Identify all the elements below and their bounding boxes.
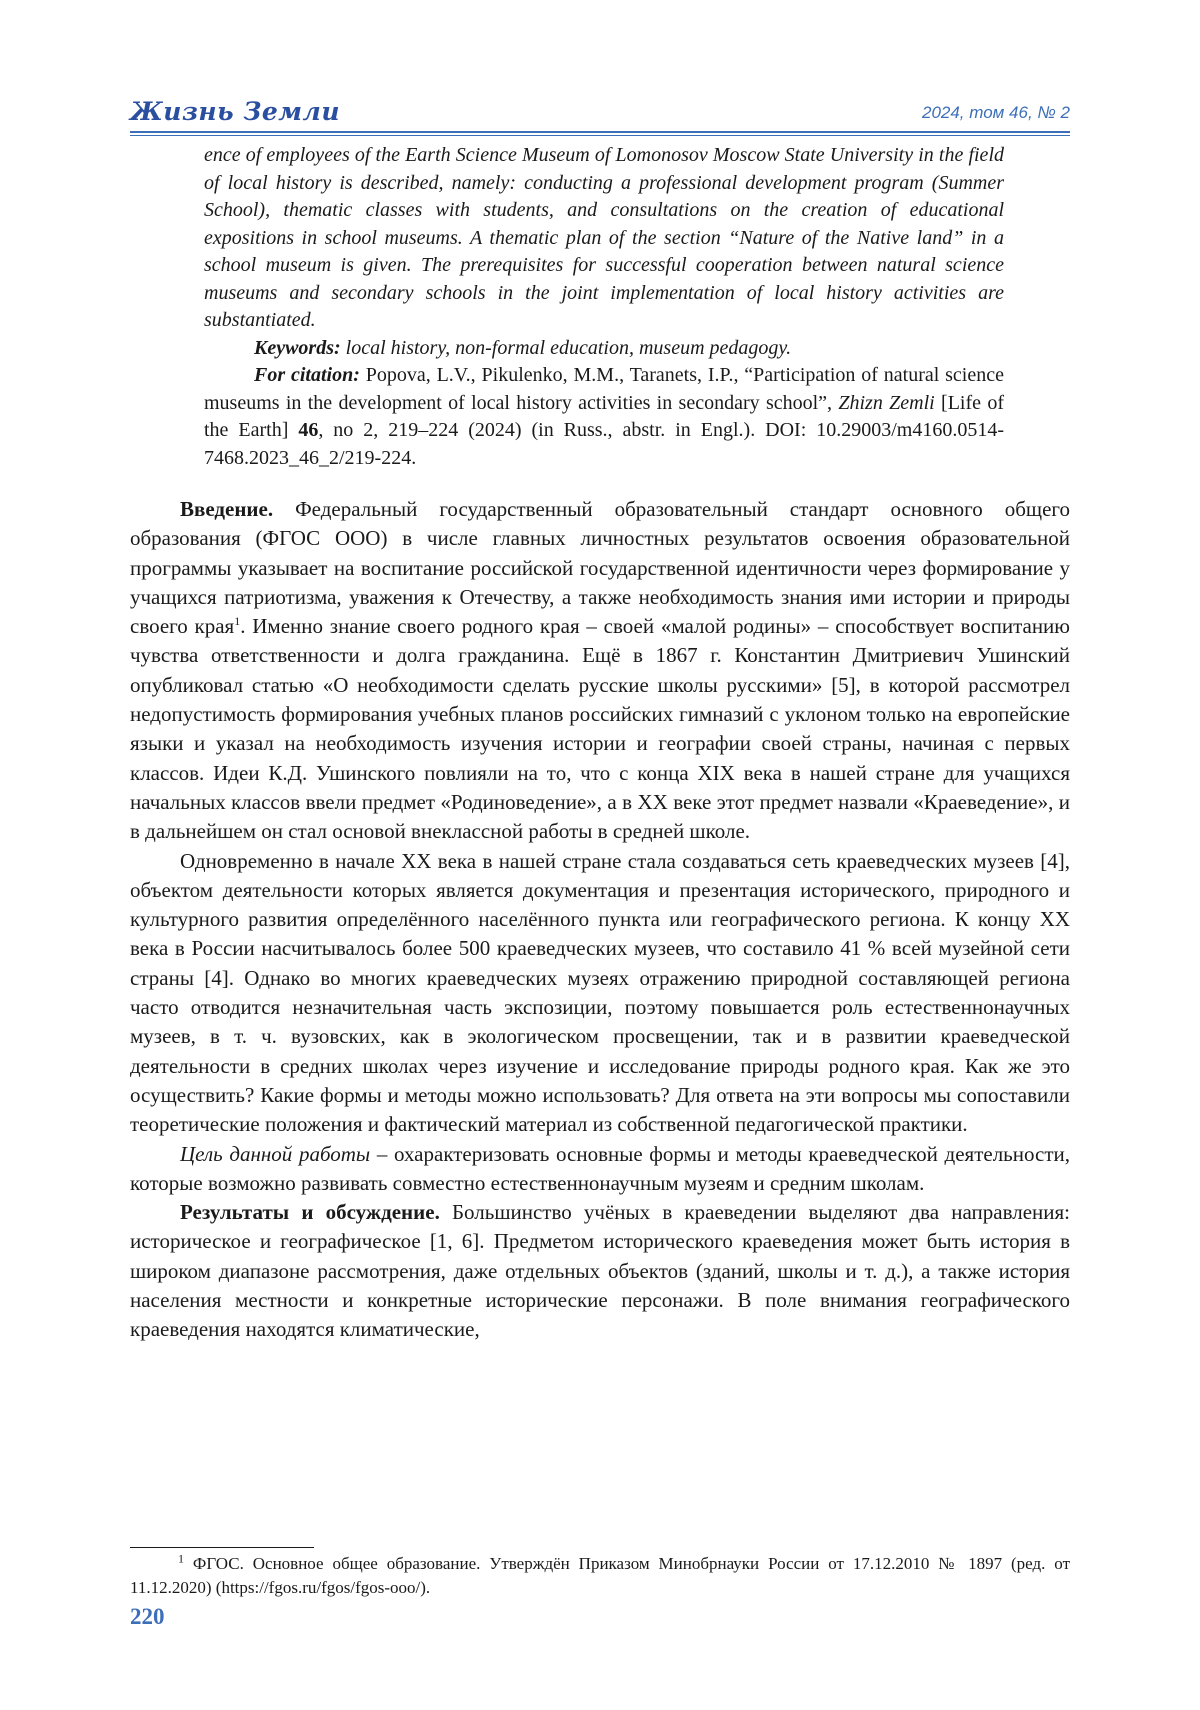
citation: [204, 362, 1004, 472]
results-heading: Результаты и обсуждение.: [180, 1200, 440, 1225]
results-text: Большинство учёных в краеведении выделяют два направления: историческое и географическое [1, 6]. Предметом исторического краеведения может быть история в широком диапазоне рассмотрения, даже отдельных объектов (зданий, школы и т. д.), а также история населения местности и конкретные исторические персонажи. В поле внимания географического краеведения находятся климатические,: [130, 1200, 1070, 1342]
citation-journal-translation: [Life of the Earth]: [204, 391, 1004, 441]
intro-text-continued: . Именно знание своего родного края – своей «малой родины» – способствует воспитанию чувства ответственности и долга гражданина. Ещё в 1867 г. Константин Дмитриевич Ушинский опубликовал статью «О необходимости сделать русские школы русскими» [5], в которой рассмотрел недопустимость формирования учебных планов российских гимназий с уклоном только на европейские языки и указал на необходимость изучения истории и географии своей страны, начиная с первых классов. Идеи К.Д. Ушинского повлияли на то, что с конца XIX века в нашей стране для учащихся начальных классов ввели предмет «Родиноведение», а в XX веке этот предмет назвали «Краеведение», и в дальнейшем он стал основой внеклассной работы в средней школе.: [130, 614, 1070, 844]
paragraph-museums: Одновременно в начале XX века в нашей стране стала создаваться сеть краеведческих музеев [4], объектом деятельности которых является документация и презентация исторического, природного и культурного развития определённого населённого пункта или географического региона. К концу XX века в России насчитывалось более 500 краеведческих музеев, что составило 41 % всей музейной сети страны [4]. Однако во многих краеведческих музеях отражению природной составляющей региона часто отводится незначительная часть экспозиции, поэтому повышается роль естественнонаучных музеев, в т. ч. вузовских, как в экологическом просвещении, так и в развитии краеведческой деятельности в средних школах через изучение и исследование природы родного края. Как же это осуществить? Какие формы и методы можно использовать? Для ответа на эти вопросы мы сопоставили теоретические положения и фактический материал из собственной педагогической практики.: [130, 848, 1070, 1137]
intro-text: Федеральный государственный образовательный стандарт основного общего образования (ФГОС ООО) в числе главных личностных результатов освоения образовательной программы указывает на воспитание российской государственной идентичности через формирование у учащихся патриотизма, уважения к Отечеству, а также необходимость знания ими истории и природы своего края: [130, 497, 1071, 639]
header-rule: [130, 131, 1070, 133]
citation-details: , no 2, 219–224 (2024) (in Russ., abstr. in Engl.). DOI: 10.29003/m4160.0514-7468.2023_46_2/219-224.: [204, 419, 1005, 469]
footnote-text: ФГОС. Основное общее образование. Утверждён Приказом Минобрнауки России от 17.12.2010 № 1897 (ред. от 11.12.2020) (https://fgos.ru/fgos/fgos-ooo/).: [130, 1554, 1071, 1597]
goal-label: Цель данной работы: [180, 1141, 371, 1166]
footnote: [130, 1552, 1070, 1600]
page-number: 220: [130, 1604, 165, 1629]
citation-volume: 46: [298, 419, 319, 441]
goal-text: – охарактеризовать основные формы и методы краеведческой деятельности, которые возможно развивать совместно естественнонаучным музеям и средним школам.: [130, 1141, 1071, 1195]
footnote-rule: [130, 1547, 314, 1548]
footnote-ref: 1: [234, 614, 241, 629]
intro-heading: Введение.: [180, 497, 274, 521]
keywords-text: local history, non-formal education, museum pedagogy.: [345, 336, 792, 359]
header-rule-thin: [130, 135, 1070, 136]
main-text: [130, 495, 1070, 1345]
intro-paragraph: [130, 495, 1070, 847]
journal-title: Жизнь Земли: [130, 97, 341, 126]
keywords: [204, 335, 1004, 363]
citation-authors: Popova, L.V., Pikulenko, M.M., Taranets, I.P., “Participation of natural science museums in the development of local history activities in secondary school”,: [204, 364, 1004, 414]
citation-journal: Zhizn Zemli: [838, 391, 935, 414]
issue-info: 2024, том 46, № 2: [921, 103, 1070, 122]
footnote-number: 1: [178, 1551, 184, 1566]
citation-label: For citation:: [254, 364, 360, 386]
abstract-text: ence of employees of the Earth Science Museum of Lomonosov Moscow State University in the field of local history is described, namely: conducting a professional development program (Summer School), thematic classes with students, and consultations on the creation of educational expositions in school museums. A thematic plan of the section “Nature of the Native land” in a school museum is given. The prerequisites for successful cooperation between natural science museums and secondary schools in the joint implementation of local history activities are substantiated.: [204, 144, 1004, 331]
results-paragraph: [130, 1198, 1070, 1344]
goal-paragraph: [130, 1140, 1070, 1199]
abstract: [204, 142, 1004, 472]
keywords-label: Keywords:: [254, 336, 341, 359]
running-header: [130, 97, 1070, 131]
